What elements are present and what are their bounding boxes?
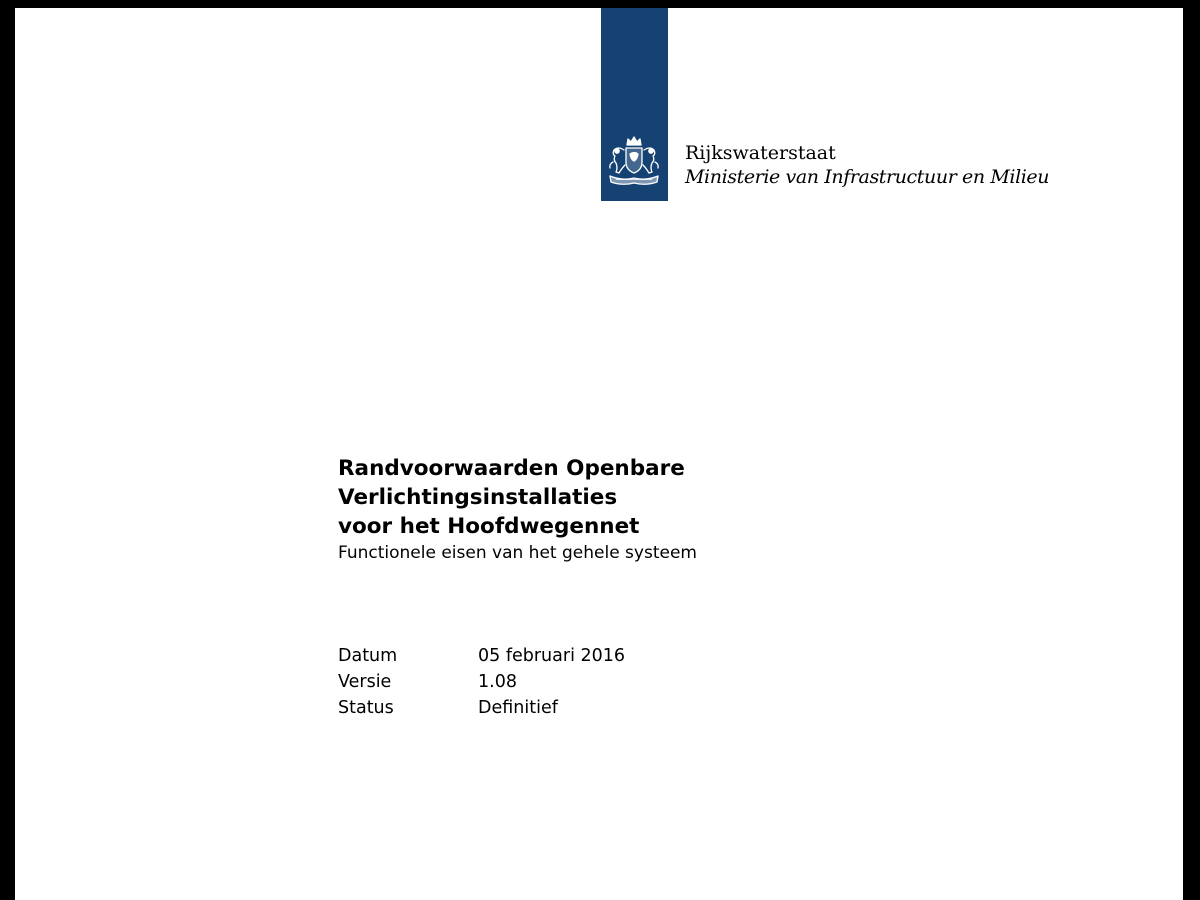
document-metadata [338, 643, 625, 721]
meta-row-versie [338, 669, 625, 695]
meta-row-datum [338, 643, 625, 669]
document-title-block [338, 454, 697, 565]
meta-row-status [338, 695, 625, 721]
logo-bar [601, 8, 668, 201]
coat-of-arms-icon [604, 132, 664, 188]
document-subtitle: Functionele eisen van het gehele systeem [338, 543, 697, 563]
title-line-1: Randvoorwaarden Openbare [338, 456, 685, 481]
document-page [15, 8, 1183, 900]
meta-label: Status [338, 698, 394, 718]
meta-value: Definitief [478, 698, 558, 718]
organization-wordmark [685, 141, 1049, 189]
meta-label: Datum [338, 646, 398, 666]
title-line-2: Verlichtingsinstallaties [338, 485, 618, 510]
meta-value: 1.08 [478, 672, 517, 692]
organization-name: Rijkswaterstaat [685, 142, 836, 164]
title-line-3: voor het Hoofdwegennet [338, 514, 640, 539]
meta-label: Versie [338, 672, 392, 692]
ministry-name: Ministerie van Infrastructuur en Milieu [685, 166, 1050, 188]
meta-value: 05 februari 2016 [478, 646, 626, 666]
